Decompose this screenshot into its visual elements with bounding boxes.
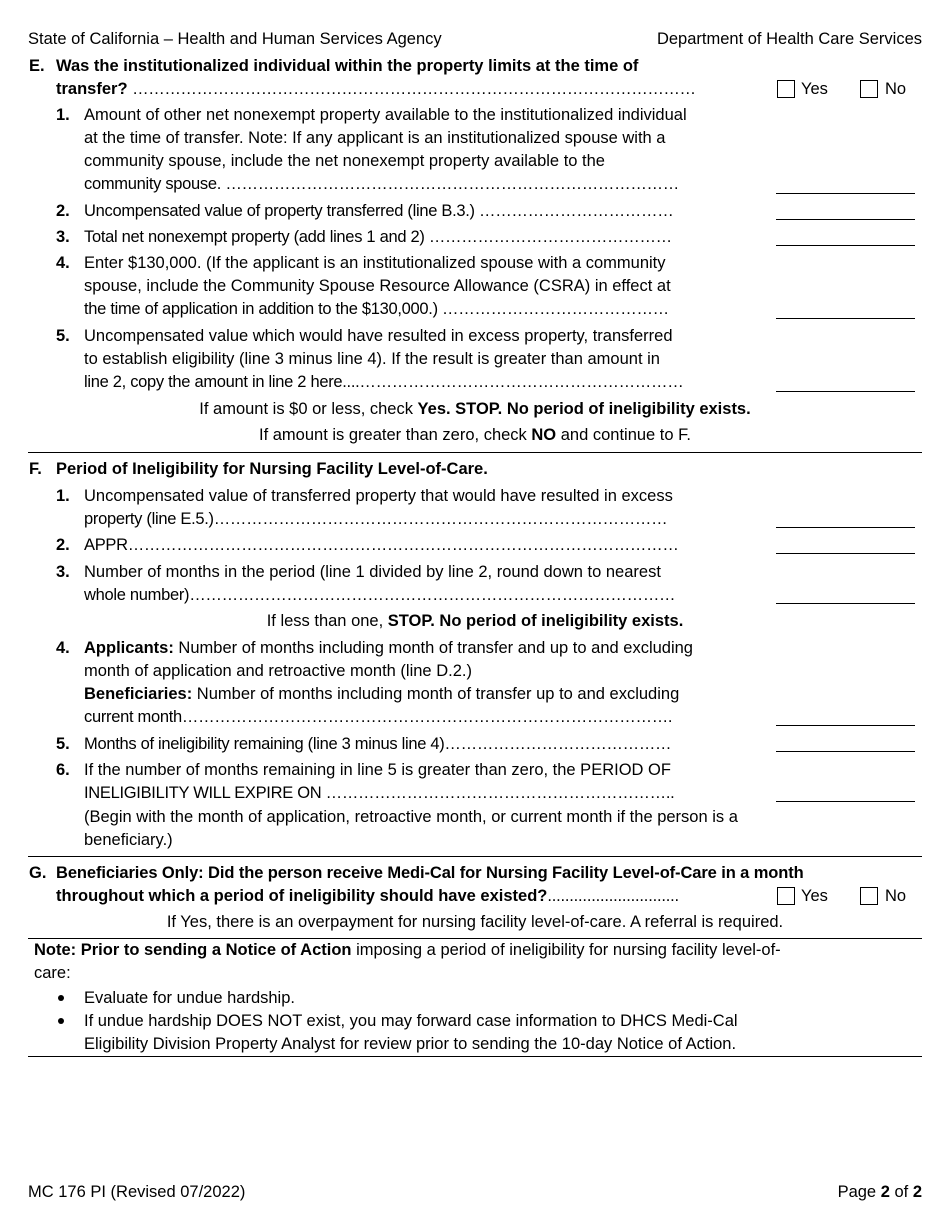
divider: [28, 452, 922, 453]
item-e1-text-3: community spouse, include the net nonexempt property available to the: [84, 152, 605, 170]
section-e-title: Was the institutionalized individual within the property limits at the time of: [56, 57, 639, 75]
bullet-icon: [58, 1018, 64, 1024]
item-e5-number: 5.: [56, 327, 70, 345]
note-bullet-2-line-2: Eligibility Division Property Analyst for review prior to sending the 10-day Notice of Action.: [84, 1035, 737, 1053]
section-f-letter: F.: [29, 460, 42, 478]
item-e2-number: 2.: [56, 202, 70, 220]
section-e-no-checkbox[interactable]: [860, 80, 878, 98]
note-text-2: care:: [34, 964, 71, 982]
item-f3-answer-line[interactable]: [776, 603, 915, 604]
item-f1-number: 1.: [56, 487, 70, 505]
item-f1-answer-line[interactable]: [776, 527, 915, 528]
item-f2-number: 2.: [56, 536, 70, 554]
section-g-title-line2: throughout which a period of ineligibility should have existed?..............................: [56, 887, 679, 905]
section-g-no-checkbox[interactable]: [860, 887, 878, 905]
item-e4-text-2: spouse, include the Community Spouse Resource Allowance (CSRA) in effect at: [84, 277, 671, 295]
section-g-yes-label: Yes: [801, 887, 828, 905]
item-e2-text: Uncompensated value of property transferred (line B.3.) ………………………………: [84, 202, 674, 220]
item-f4-number: 4.: [56, 639, 70, 657]
item-e4-text-3: the time of application in addition to the $130,000.) ……………………………………: [84, 300, 669, 318]
item-f6-text-3: (Begin with the month of application, retroactive month, or current month if the person is a: [84, 808, 738, 826]
item-f6-text-2: INELIGIBILITY WILL EXPIRE ON ………………………………………………………..: [84, 784, 675, 802]
item-e1-text-1: Amount of other net nonexempt property available to the institutionalized individual: [84, 106, 687, 124]
form-number: MC 176 PI (Revised 07/2022): [28, 1183, 246, 1201]
section-e-title-line2: transfer? ……………………………………………………………………………………………: [56, 80, 696, 98]
section-e-yes-checkbox[interactable]: [777, 80, 795, 98]
item-e1-text-2: at the time of transfer. Note: If any applicant is an institutionalized spouse with a: [84, 129, 666, 147]
item-f3-text-1: Number of months in the period (line 1 divided by line 2, round down to nearest: [84, 563, 661, 581]
section-e-letter: E.: [29, 57, 45, 75]
item-e5-text-2: to establish eligibility (line 3 minus line 4). If the result is greater than amount in: [84, 350, 660, 368]
item-e2-answer-line[interactable]: [776, 219, 915, 220]
item-f2-answer-line[interactable]: [776, 553, 915, 554]
item-e4-answer-line[interactable]: [776, 318, 915, 319]
item-f6-answer-line[interactable]: [776, 801, 915, 802]
item-f3-number: 3.: [56, 563, 70, 581]
item-f6-text-4: beneficiary.): [84, 831, 173, 849]
item-e1-text-4: community spouse. …………………………………………………………………………: [84, 175, 679, 193]
item-f1-text-2: property (line E.5.)…………………………………………………………………………: [84, 510, 668, 528]
section-f-title: Period of Ineligibility for Nursing Facility Level-of-Care.: [56, 460, 488, 478]
item-f4-text-3: Beneficiaries: Number of months including month of transfer up to and excluding: [84, 685, 680, 703]
section-g-letter: G.: [29, 864, 47, 882]
department-name: Department of Health Care Services: [656, 30, 922, 48]
item-f6-text-1: If the number of months remaining in line 5 is greater than zero, the PERIOD OF: [84, 761, 671, 779]
item-f4-text-2: month of application and retroactive month (line D.2.): [84, 662, 472, 680]
item-f5-answer-line[interactable]: [776, 751, 915, 752]
divider: [28, 856, 922, 857]
section-e-note-yes: If amount is $0 or less, check Yes. STOP. No period of ineligibility exists.: [199, 400, 751, 418]
item-f2-text: APPR…………………………………………………………………………………………: [84, 536, 679, 554]
item-f4-answer-line[interactable]: [776, 725, 915, 726]
item-f4-text-4: current month……………………………………………………………………………….: [84, 708, 673, 726]
section-e-no-label: No: [885, 80, 907, 98]
section-f-stop-note: If less than one, STOP. No period of ineligibility exists.: [266, 612, 684, 630]
item-e3-answer-line[interactable]: [776, 245, 915, 246]
page-number: Page 2 of 2: [837, 1183, 922, 1201]
section-g-title: Beneficiaries Only: Did the person receive Medi-Cal for Nursing Facility Level-of-Care in a month: [56, 864, 804, 882]
section-g-no-label: No: [885, 887, 907, 905]
item-e1-answer-line[interactable]: [776, 193, 915, 194]
section-e-yes-label: Yes: [801, 80, 828, 98]
section-e-note-no: If amount is greater than zero, check NO and continue to F.: [259, 426, 691, 444]
section-g-note: If Yes, there is an overpayment for nursing facility level-of-care. A referral is required.: [166, 913, 784, 931]
note-text-1: Note: Prior to sending a Notice of Action imposing a period of ineligibility for nursing facility level-of-: [34, 941, 781, 959]
item-e5-answer-line[interactable]: [776, 391, 915, 392]
note-bullet-2-line-1: If undue hardship DOES NOT exist, you may forward case information to DHCS Medi-Cal: [84, 1012, 738, 1030]
item-e5-text-3: line 2, copy the amount in line 2 here....……………………………………………………: [84, 373, 684, 391]
item-f6-number: 6.: [56, 761, 70, 779]
item-f5-number: 5.: [56, 735, 70, 753]
bullet-icon: [58, 995, 64, 1001]
item-e4-number: 4.: [56, 254, 70, 272]
item-e3-number: 3.: [56, 228, 70, 246]
item-f3-text-2: whole number)………………………………………………………………………………: [84, 586, 676, 604]
section-g-yes-checkbox[interactable]: [777, 887, 795, 905]
divider: [28, 1056, 922, 1057]
agency-name: State of California – Health and Human Services Agency: [28, 30, 442, 48]
item-f4-text-1: Applicants: Number of months including month of transfer and up to and excluding: [84, 639, 693, 657]
note-bullet-1: Evaluate for undue hardship.: [84, 989, 295, 1007]
item-f1-text-1: Uncompensated value of transferred property that would have resulted in excess: [84, 487, 673, 505]
item-f5-text: Months of ineligibility remaining (line 3 minus line 4)……………………………………: [84, 735, 672, 753]
item-e3-text: Total net nonexempt property (add lines 1 and 2) ………………………………………: [84, 228, 672, 246]
item-e4-text-1: Enter $130,000. (If the applicant is an institutionalized spouse with a community: [84, 254, 666, 272]
item-e5-text-1: Uncompensated value which would have resulted in excess property, transferred: [84, 327, 673, 345]
item-e1-number: 1.: [56, 106, 70, 124]
